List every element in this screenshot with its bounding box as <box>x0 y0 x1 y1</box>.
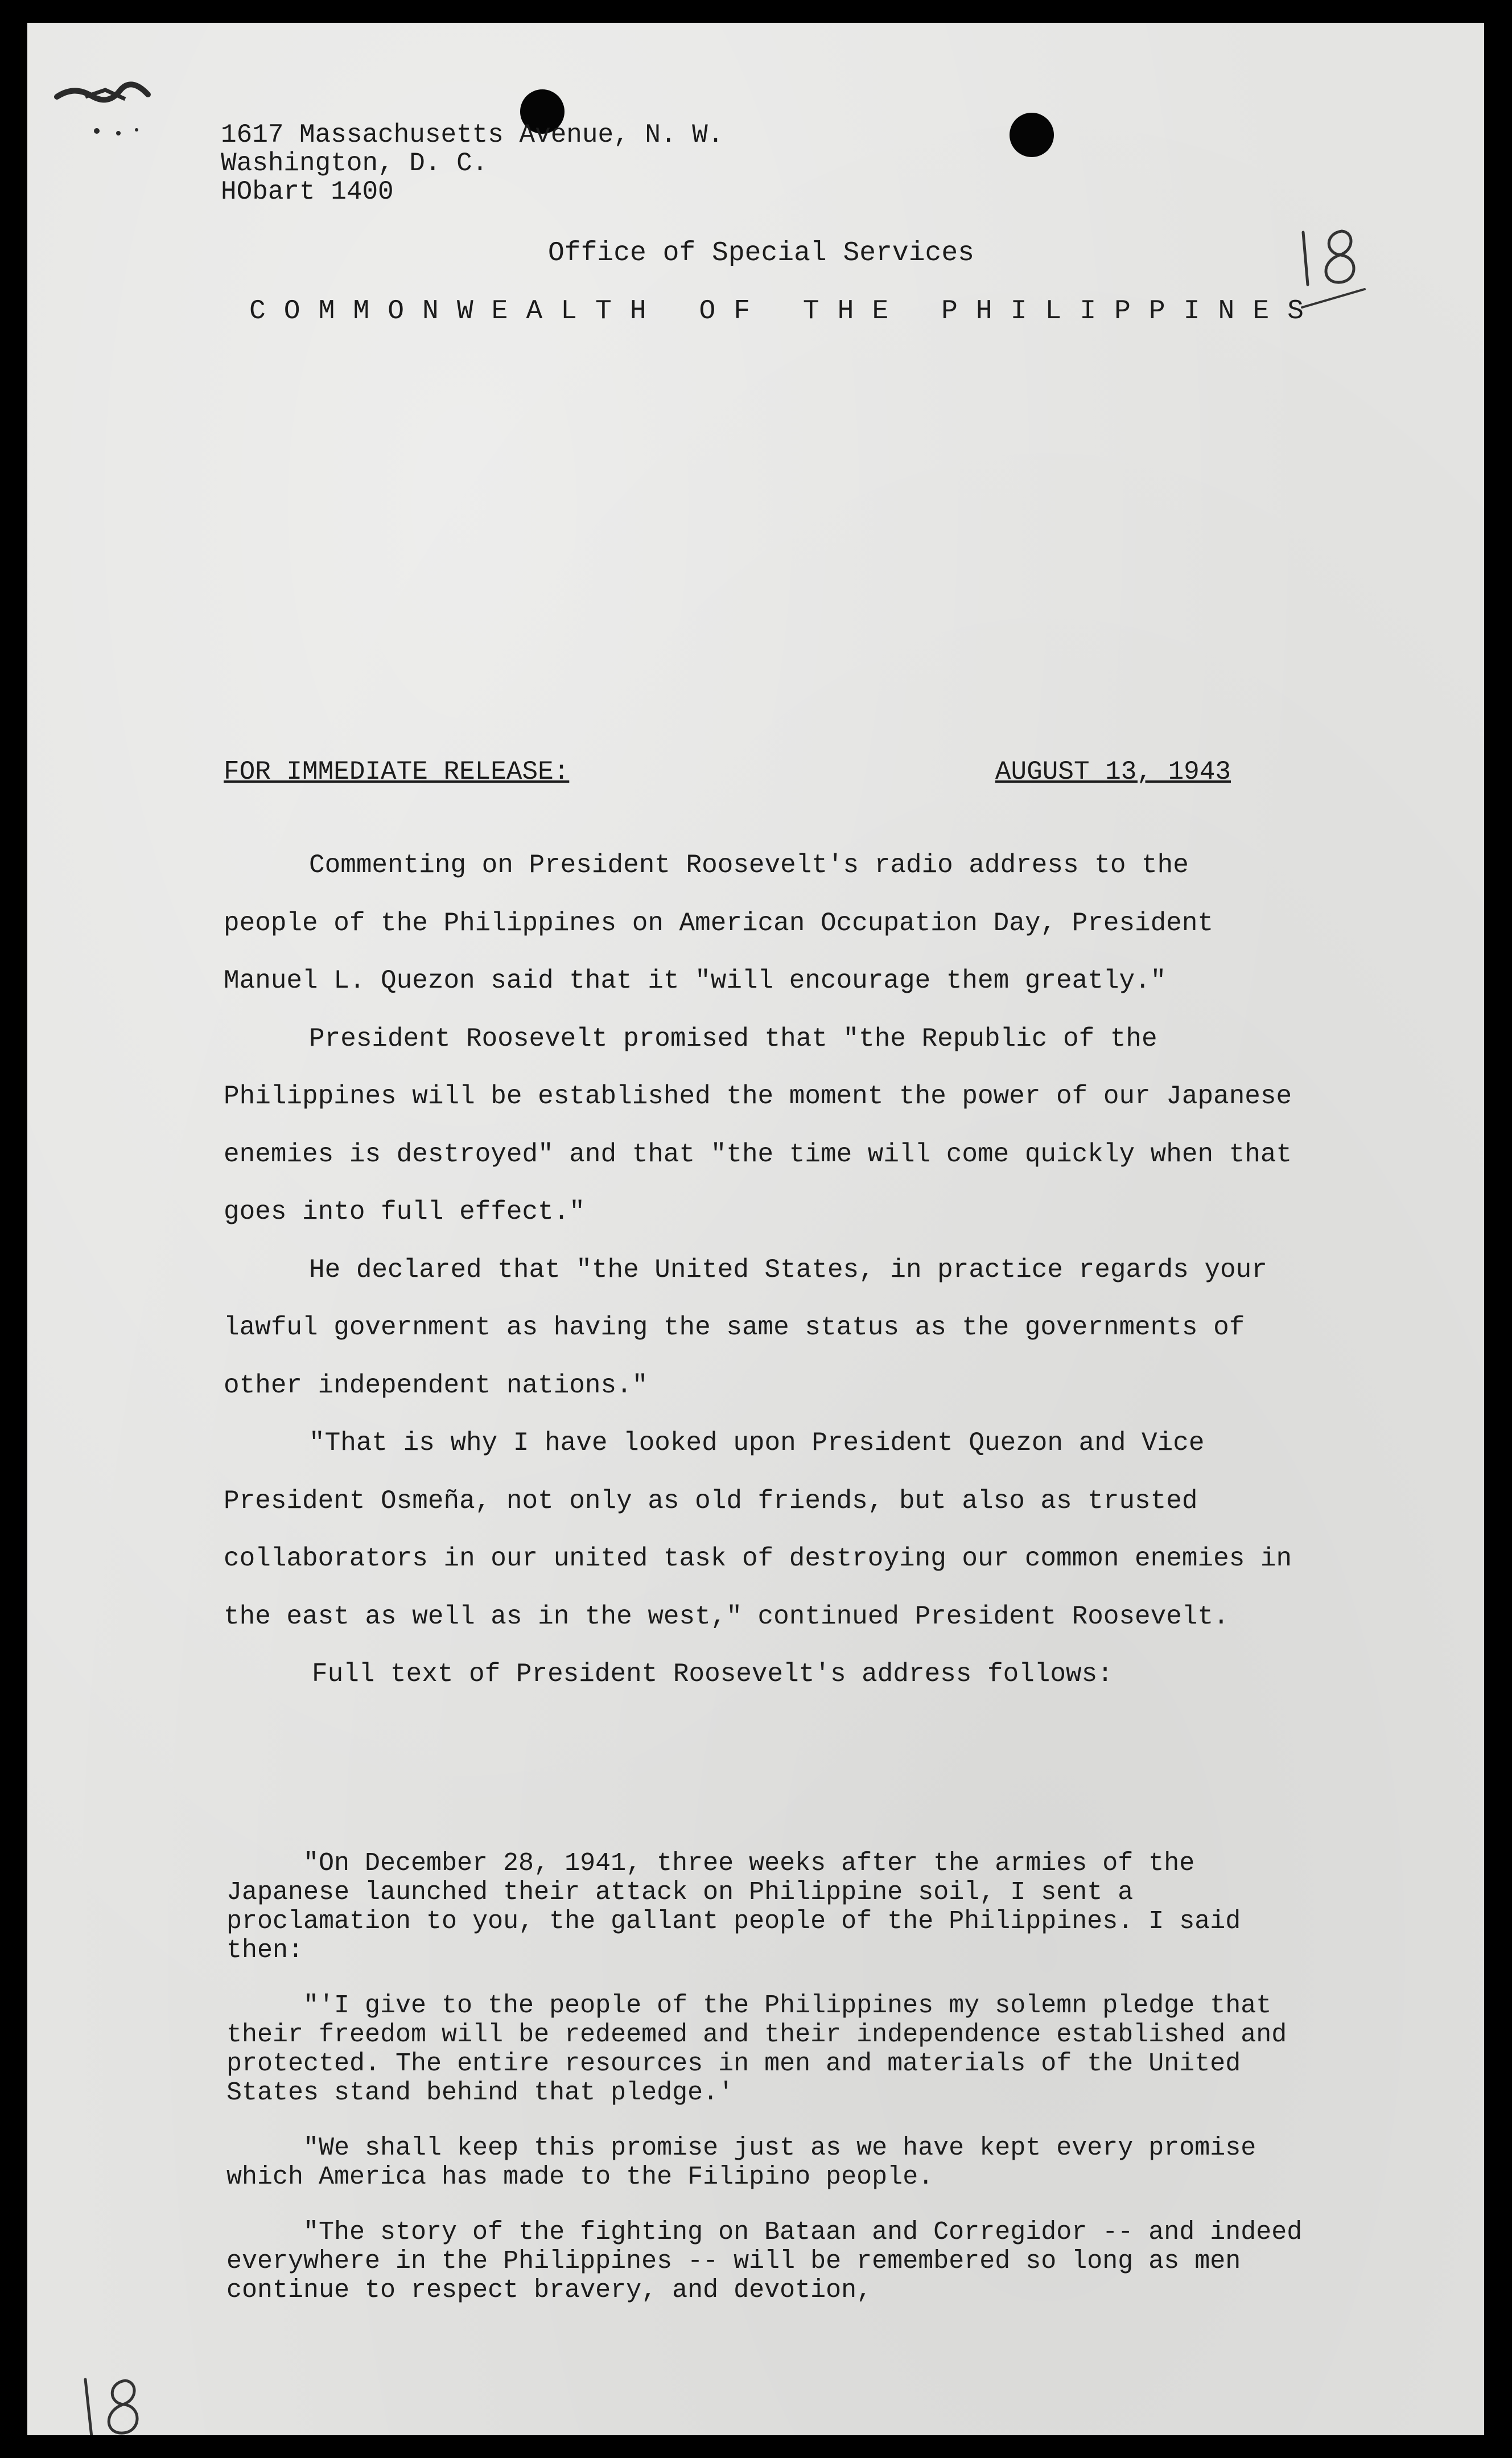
press-release-body <box>224 837 1293 1704</box>
document-page <box>27 23 1484 2435</box>
body-paragraph: Commenting on President Roosevelt's radio address to the people of the Philippines on American Occupation Day, President Manuel L. Quezon said that it "will encourage them greatly." <box>224 850 1214 996</box>
letterhead-city: Washington, D. C. <box>221 149 488 178</box>
handwritten-page-number-bottom <box>73 2368 153 2435</box>
handwritten-page-number-top <box>1291 222 1370 313</box>
office-heading: Office of Special Services <box>548 238 974 269</box>
body-paragraph: "That is why I have looked upon President Quezon and Vice President Osmeña, not only as old friends, but also as trusted collaborators in our united task of destroying our common enemies in the east as well as in the west," continued President Roosevelt. <box>224 1428 1292 1631</box>
address-paragraph: "'I give to the people of the Philippines my solemn pledge that their freedom will be redeemed and their independence established and protected. The entire resources in men and materials of the United States stand behind that pledge.' <box>226 1991 1287 2107</box>
address-paragraph: "We shall keep this promise just as we have kept every promise which America has made to the Filipino people. <box>226 2134 1256 2192</box>
address-paragraph: "On December 28, 1941, three weeks after the armies of the Japanese launched their attack on Philippine soil, I sent a proclamation to you, the gallant people of the Philippines. I said then: <box>226 1849 1241 1965</box>
letterhead-address <box>221 121 723 206</box>
body-paragraph: He declared that "the United States, in practice regards your lawful government as having the same status as the governments of other independent nations." <box>224 1255 1267 1400</box>
address-full-text <box>226 1849 1319 2331</box>
letterhead-street: 1617 Massachusetts Avenue, N. W. <box>221 120 724 150</box>
release-label: FOR IMMEDIATE RELEASE: <box>224 757 570 787</box>
ink-smudge-mark <box>51 74 171 142</box>
address-paragraph: "The story of the fighting on Bataan and Corregidor -- and indeed everywhere in the Philippines -- will be remembered so long as men continue to respect bravery, and devotion, <box>226 2218 1303 2305</box>
letterhead-phone: HObart 1400 <box>221 177 394 207</box>
release-date: AUGUST 13, 1943 <box>995 757 1231 787</box>
body-paragraph: President Roosevelt promised that "the Republic of the Philippines will be established the moment the power of our Japanese enemies is destroyed" and that "the time will come quickly when that goes into full effect." <box>224 1024 1292 1227</box>
body-paragraph: Full text of President Roosevelt's address follows: <box>312 1659 1113 1689</box>
organization-heading: COMMONWEALTH OF THE PHILIPPINES <box>249 296 1322 327</box>
punch-hole-right <box>1010 113 1054 157</box>
